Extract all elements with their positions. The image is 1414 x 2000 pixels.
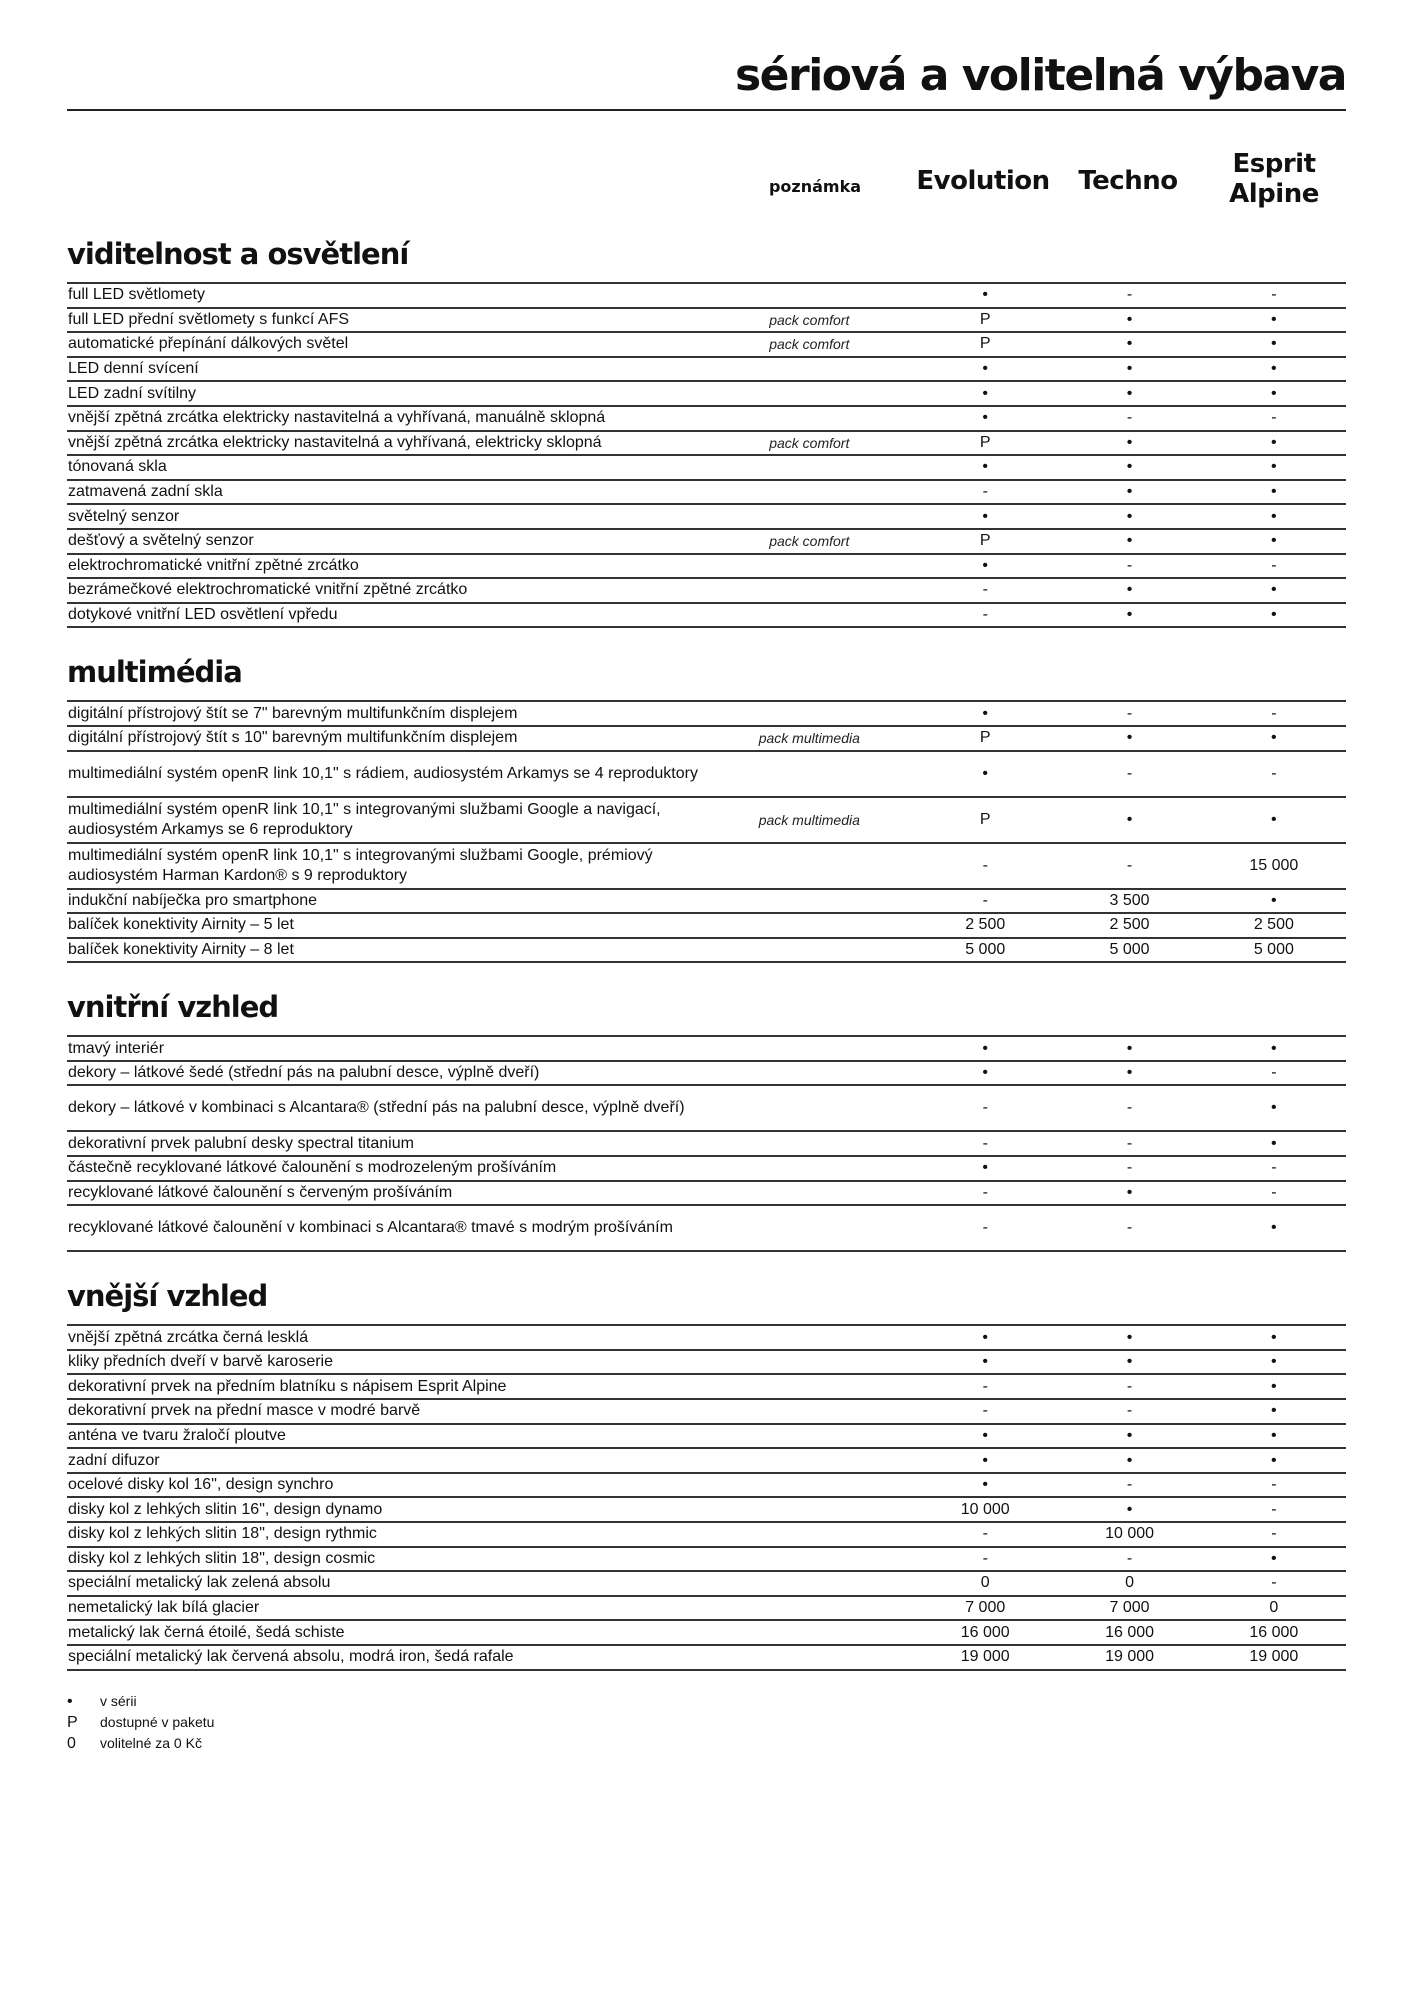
table-row xyxy=(67,1474,1346,1499)
feature-label: zatmavená zadní skla xyxy=(68,483,223,501)
value-esprit-alpine: • xyxy=(1271,507,1277,525)
feature-label: multimediální systém openR link 10,1" s rádiem, audiosystém Arkamys se 4 reproduktory xyxy=(68,764,698,782)
equipment-section-2 xyxy=(67,983,1346,1252)
equipment-table xyxy=(67,1035,1346,1252)
value-evolution: - xyxy=(982,1402,988,1420)
table-row xyxy=(67,1597,1346,1622)
value-esprit-alpine: - xyxy=(1271,286,1277,304)
value-techno: 10 000 xyxy=(1105,1525,1155,1543)
table-row xyxy=(67,333,1346,358)
feature-label: balíček konektivity Airnity – 5 let xyxy=(68,916,294,934)
value-esprit-alpine: • xyxy=(1271,1402,1277,1420)
feature-note: pack comfort xyxy=(769,336,850,353)
feature-label: dekorativní prvek na předním blatníku s nápisem Esprit Alpine xyxy=(68,1377,507,1395)
value-evolution: • xyxy=(982,409,989,427)
value-evolution: 2 500 xyxy=(965,916,1006,934)
feature-label: LED denní svícení xyxy=(68,360,199,378)
value-evolution: • xyxy=(982,1328,989,1346)
value-techno: 2 500 xyxy=(1109,916,1150,934)
value-esprit-alpine: - xyxy=(1271,1183,1277,1201)
feature-note: pack multimedia xyxy=(758,811,860,828)
value-techno: • xyxy=(1126,1451,1133,1469)
table-row xyxy=(67,844,1346,890)
value-evolution: P xyxy=(979,532,991,550)
feature-label: LED zadní svítilny xyxy=(68,384,197,402)
value-esprit-alpine: 0 xyxy=(1269,1599,1279,1617)
table-row xyxy=(67,1132,1346,1157)
column-header-esprit-line2: Alpine xyxy=(1229,179,1319,209)
table-row xyxy=(67,1400,1346,1425)
table-row xyxy=(67,1062,1346,1087)
table-row xyxy=(67,481,1346,506)
table-row xyxy=(67,1157,1346,1182)
table-row xyxy=(67,1182,1346,1207)
value-esprit-alpine: • xyxy=(1271,1219,1277,1237)
value-techno: - xyxy=(1126,1219,1133,1237)
feature-label: světelný senzor xyxy=(68,507,180,525)
value-evolution: - xyxy=(982,1219,988,1237)
value-techno: 16 000 xyxy=(1105,1623,1155,1641)
value-esprit-alpine: 5 000 xyxy=(1253,940,1294,958)
table-row xyxy=(67,1548,1346,1573)
table-row xyxy=(67,432,1346,457)
value-esprit-alpine: • xyxy=(1271,891,1277,909)
value-esprit-alpine: • xyxy=(1271,433,1277,451)
table-row xyxy=(67,1037,1346,1062)
feature-note: pack comfort xyxy=(769,311,850,328)
table-row xyxy=(67,727,1346,752)
legend-item xyxy=(67,1733,1346,1754)
value-techno: • xyxy=(1126,1426,1133,1444)
value-evolution: • xyxy=(982,1039,989,1057)
feature-note: pack comfort xyxy=(769,533,850,550)
value-esprit-alpine: - xyxy=(1271,556,1277,574)
value-techno: - xyxy=(1126,409,1133,427)
value-evolution: • xyxy=(982,507,989,525)
value-techno: 5 000 xyxy=(1109,940,1150,958)
feature-label: metalický lak černá étoilé, šedá schiste xyxy=(68,1623,345,1641)
value-techno: - xyxy=(1126,856,1133,874)
feature-label: dekory – látkové šedé (střední pás na palubní desce, výplně dveří) xyxy=(68,1064,540,1082)
value-techno: • xyxy=(1126,433,1133,451)
table-row xyxy=(67,914,1346,939)
value-esprit-alpine: • xyxy=(1271,1134,1277,1152)
value-esprit-alpine: - xyxy=(1271,1500,1277,1518)
value-techno: • xyxy=(1126,729,1133,747)
value-esprit-alpine: 19 000 xyxy=(1249,1648,1299,1666)
value-techno: • xyxy=(1126,1500,1133,1518)
feature-label: vnější zpětná zrcátka elektricky nastavitelná a vyhřívaná, elektricky sklopná xyxy=(68,433,602,451)
value-techno: • xyxy=(1126,1328,1133,1346)
table-row xyxy=(67,1621,1346,1646)
table-row xyxy=(67,1449,1346,1474)
table-row xyxy=(67,798,1346,844)
table-row xyxy=(67,1646,1346,1671)
feature-label: dotykové vnitřní LED osvětlení vpředu xyxy=(68,606,338,624)
value-esprit-alpine: - xyxy=(1271,1476,1277,1494)
value-esprit-alpine: - xyxy=(1271,1525,1277,1543)
feature-label: digitální přístrojový štít s 10" barevným multifunkčním displejem xyxy=(68,729,518,747)
feature-label: recyklované látkové čalounění s červeným prošíváním xyxy=(68,1183,453,1201)
value-esprit-alpine: • xyxy=(1271,335,1277,353)
value-evolution: • xyxy=(982,556,989,574)
value-evolution: 19 000 xyxy=(960,1648,1010,1666)
value-esprit-alpine: • xyxy=(1271,581,1277,599)
value-esprit-alpine: - xyxy=(1271,1064,1277,1082)
value-techno: • xyxy=(1126,1064,1133,1082)
value-esprit-alpine: • xyxy=(1271,606,1277,624)
value-esprit-alpine: 2 500 xyxy=(1253,916,1294,934)
table-row xyxy=(67,407,1346,432)
section-title: multimédia xyxy=(67,655,242,690)
feature-label: částečně recyklované látkové čalounění s modrozeleným prošíváním xyxy=(68,1159,557,1177)
section-title: viditelnost a osvětlení xyxy=(67,237,409,271)
value-evolution: P xyxy=(979,310,991,328)
value-esprit-alpine: - xyxy=(1271,1159,1277,1177)
value-evolution: 16 000 xyxy=(960,1623,1010,1641)
feature-label: elektrochromatické vnitřní zpětné zrcátko xyxy=(68,556,359,574)
legend xyxy=(67,1691,1346,1754)
feature-label: bezrámečkové elektrochromatické vnitřní zpětné zrcátko xyxy=(68,581,468,599)
value-esprit-alpine: • xyxy=(1271,384,1277,402)
value-esprit-alpine: • xyxy=(1271,532,1277,550)
value-evolution: - xyxy=(982,1549,988,1567)
table-row xyxy=(67,1375,1346,1400)
feature-label: dešťový a světelný senzor xyxy=(68,532,254,550)
value-evolution: P xyxy=(979,810,991,828)
value-evolution: - xyxy=(982,581,988,599)
value-techno: • xyxy=(1126,458,1133,476)
feature-label: disky kol z lehkých slitin 16", design dynamo xyxy=(68,1500,383,1518)
value-techno: - xyxy=(1126,1134,1133,1152)
feature-label: dekorativní prvek palubní desky spectral titanium xyxy=(68,1134,414,1152)
legend-item xyxy=(67,1712,1346,1733)
feature-label: disky kol z lehkých slitin 18", design rythmic xyxy=(68,1525,377,1543)
value-techno: • xyxy=(1126,1039,1133,1057)
value-techno: • xyxy=(1126,606,1133,624)
table-row xyxy=(67,555,1346,580)
legend-symbol: 0 xyxy=(67,1734,76,1752)
legend-text: v sérii xyxy=(100,1692,137,1709)
value-techno: • xyxy=(1126,810,1133,828)
table-row xyxy=(67,1326,1346,1351)
feature-label: full LED světlomety xyxy=(68,286,205,304)
value-esprit-alpine: • xyxy=(1271,1549,1277,1567)
feature-label: zadní difuzor xyxy=(68,1451,160,1469)
table-row xyxy=(67,505,1346,530)
column-header-esprit-line1: Esprit xyxy=(1232,149,1316,179)
value-esprit-alpine: - xyxy=(1271,1574,1277,1592)
feature-label: automatické přepínání dálkových světel xyxy=(68,335,349,353)
feature-label: multimediální systém openR link 10,1" s integrovanými službami Google a navigací, audiosystém Arkamys se 6 reproduktory xyxy=(68,800,661,838)
equipment-section-3 xyxy=(67,1272,1346,1670)
table-row xyxy=(67,890,1346,915)
feature-label: dekorativní prvek na přední masce v modré barvě xyxy=(68,1402,421,1420)
value-esprit-alpine: • xyxy=(1271,1328,1277,1346)
value-esprit-alpine: • xyxy=(1271,310,1277,328)
equipment-table xyxy=(67,282,1346,628)
value-techno: 19 000 xyxy=(1105,1648,1155,1666)
value-techno: - xyxy=(1126,764,1133,782)
feature-label: recyklované látkové čalounění v kombinaci s Alcantara® tmavé s modrým prošíváním xyxy=(68,1219,673,1237)
feature-label: tónovaná skla xyxy=(68,458,167,476)
value-esprit-alpine: • xyxy=(1271,1377,1277,1395)
value-techno: - xyxy=(1126,556,1133,574)
page-title: sériová a volitelná výbava xyxy=(734,50,1346,101)
value-evolution: - xyxy=(982,1134,988,1152)
value-techno: - xyxy=(1126,1549,1133,1567)
table-row xyxy=(67,579,1346,604)
value-esprit-alpine: • xyxy=(1271,729,1277,747)
value-evolution: - xyxy=(982,891,988,909)
table-row xyxy=(67,1498,1346,1523)
value-evolution: - xyxy=(982,1099,988,1117)
table-row xyxy=(67,939,1346,964)
value-esprit-alpine: - xyxy=(1271,409,1277,427)
table-row xyxy=(67,358,1346,383)
value-techno: - xyxy=(1126,1476,1133,1494)
value-esprit-alpine: • xyxy=(1271,1426,1277,1444)
value-evolution: • xyxy=(982,1451,989,1469)
value-evolution: P xyxy=(979,433,991,451)
column-header-evolution: Evolution xyxy=(916,166,1050,196)
value-esprit-alpine: • xyxy=(1271,1099,1277,1117)
value-evolution: • xyxy=(982,384,989,402)
value-techno: • xyxy=(1126,360,1133,378)
value-techno: 3 500 xyxy=(1109,891,1150,909)
value-evolution: P xyxy=(979,729,991,747)
feature-label: anténa ve tvaru žraločí ploutve xyxy=(68,1426,286,1444)
value-esprit-alpine: • xyxy=(1271,360,1277,378)
value-evolution: - xyxy=(982,1377,988,1395)
value-evolution: 10 000 xyxy=(960,1500,1010,1518)
value-techno: - xyxy=(1126,1159,1133,1177)
value-esprit-alpine: • xyxy=(1271,1039,1277,1057)
equipment-section-1 xyxy=(67,648,1346,963)
value-evolution: • xyxy=(982,1426,989,1444)
column-header-note: poznámka xyxy=(768,177,862,196)
title-divider xyxy=(67,109,1346,111)
value-evolution: • xyxy=(982,1064,989,1082)
value-evolution: 5 000 xyxy=(965,940,1006,958)
table-row xyxy=(67,1206,1346,1252)
value-evolution: - xyxy=(982,1183,988,1201)
feature-label: full LED přední světlomety s funkcí AFS xyxy=(68,310,350,328)
value-techno: • xyxy=(1126,335,1133,353)
value-evolution: - xyxy=(982,606,988,624)
table-row xyxy=(67,1086,1346,1132)
table-row xyxy=(67,1572,1346,1597)
value-esprit-alpine: • xyxy=(1271,810,1277,828)
column-header-esprit-alpine xyxy=(1199,149,1349,209)
value-esprit-alpine: 15 000 xyxy=(1249,856,1299,874)
legend-text: dostupné v paketu xyxy=(100,1713,215,1730)
value-evolution: • xyxy=(982,764,989,782)
value-techno: - xyxy=(1126,1402,1133,1420)
feature-label: dekory – látkové v kombinaci s Alcantara® (střední pás na palubní desce, výplně dveří) xyxy=(68,1099,685,1117)
value-techno: - xyxy=(1126,1099,1133,1117)
value-esprit-alpine: - xyxy=(1271,704,1277,722)
value-techno: - xyxy=(1126,286,1133,304)
feature-note: pack multimedia xyxy=(758,730,860,747)
value-evolution: 7 000 xyxy=(965,1599,1006,1617)
value-esprit-alpine: 16 000 xyxy=(1249,1623,1299,1641)
equipment-section-0 xyxy=(67,230,1346,628)
value-esprit-alpine: - xyxy=(1271,764,1277,782)
value-techno: • xyxy=(1126,532,1133,550)
table-row xyxy=(67,752,1346,798)
value-evolution: - xyxy=(982,483,988,501)
value-techno: • xyxy=(1126,384,1133,402)
value-techno: • xyxy=(1126,1183,1133,1201)
table-row xyxy=(67,702,1346,727)
value-evolution: • xyxy=(982,704,989,722)
table-row xyxy=(67,604,1346,629)
feature-label: multimediální systém openR link 10,1" s integrovanými službami Google, prémiový audiosystém Harman Kardon® s 9 reproduktory xyxy=(68,846,653,884)
value-techno: • xyxy=(1126,310,1133,328)
value-evolution: • xyxy=(982,1159,989,1177)
value-evolution: • xyxy=(982,1353,989,1371)
value-evolution: • xyxy=(982,286,989,304)
value-esprit-alpine: • xyxy=(1271,483,1277,501)
feature-label: speciální metalický lak zelená absolu xyxy=(68,1574,331,1592)
value-techno: 7 000 xyxy=(1109,1599,1150,1617)
equipment-tables xyxy=(67,230,1346,1754)
feature-label: tmavý interiér xyxy=(68,1039,165,1057)
feature-label: indukční nabíječka pro smartphone xyxy=(68,891,318,909)
feature-label: disky kol z lehkých slitin 18", design cosmic xyxy=(68,1549,376,1567)
value-esprit-alpine: • xyxy=(1271,458,1277,476)
table-row xyxy=(67,382,1346,407)
feature-label: digitální přístrojový štít se 7" barevným multifunkčním displejem xyxy=(68,704,518,722)
column-header-techno: Techno xyxy=(1078,166,1178,196)
value-evolution: - xyxy=(982,1525,988,1543)
section-title: vnitřní vzhled xyxy=(67,990,279,1025)
legend-item xyxy=(67,1691,1346,1712)
value-techno: • xyxy=(1126,581,1133,599)
table-row xyxy=(67,284,1346,309)
feature-label: speciální metalický lak červená absolu, modrá iron, šedá rafale xyxy=(68,1648,514,1666)
feature-label: nemetalický lak bílá glacier xyxy=(68,1599,260,1617)
legend-symbol: P xyxy=(67,1713,78,1731)
equipment-table xyxy=(67,1324,1346,1670)
equipment-table xyxy=(67,700,1346,963)
legend-symbol: • xyxy=(67,1692,73,1710)
value-techno: 0 xyxy=(1125,1574,1134,1592)
value-esprit-alpine: • xyxy=(1271,1451,1277,1469)
section-title: vnější vzhled xyxy=(67,1279,268,1314)
value-evolution: 0 xyxy=(980,1574,990,1592)
value-evolution: • xyxy=(982,360,989,378)
value-evolution: • xyxy=(982,458,989,476)
table-row xyxy=(67,1523,1346,1548)
feature-label: ocelové disky kol 16", design synchro xyxy=(68,1476,334,1494)
value-techno: - xyxy=(1126,704,1133,722)
value-techno: • xyxy=(1126,507,1133,525)
value-evolution: P xyxy=(979,335,991,353)
feature-label: kliky předních dveří v barvě karoserie xyxy=(68,1353,333,1371)
table-row xyxy=(67,530,1346,555)
value-esprit-alpine: • xyxy=(1271,1353,1277,1371)
value-techno: - xyxy=(1126,1377,1133,1395)
legend-text: volitelné za 0 Kč xyxy=(100,1734,202,1751)
feature-label: vnější zpětná zrcátka elektricky nastavitelná a vyhřívaná, manuálně sklopná xyxy=(68,409,606,427)
value-evolution: - xyxy=(982,856,988,874)
table-row xyxy=(67,1351,1346,1376)
table-row xyxy=(67,309,1346,334)
table-row xyxy=(67,1425,1346,1450)
value-techno: • xyxy=(1126,1353,1133,1371)
value-techno: • xyxy=(1126,483,1133,501)
feature-label: balíček konektivity Airnity – 8 let xyxy=(68,940,294,958)
feature-note: pack comfort xyxy=(769,434,850,451)
value-evolution: • xyxy=(982,1476,989,1494)
table-row xyxy=(67,456,1346,481)
feature-label: vnější zpětná zrcátka černá lesklá xyxy=(68,1328,309,1346)
